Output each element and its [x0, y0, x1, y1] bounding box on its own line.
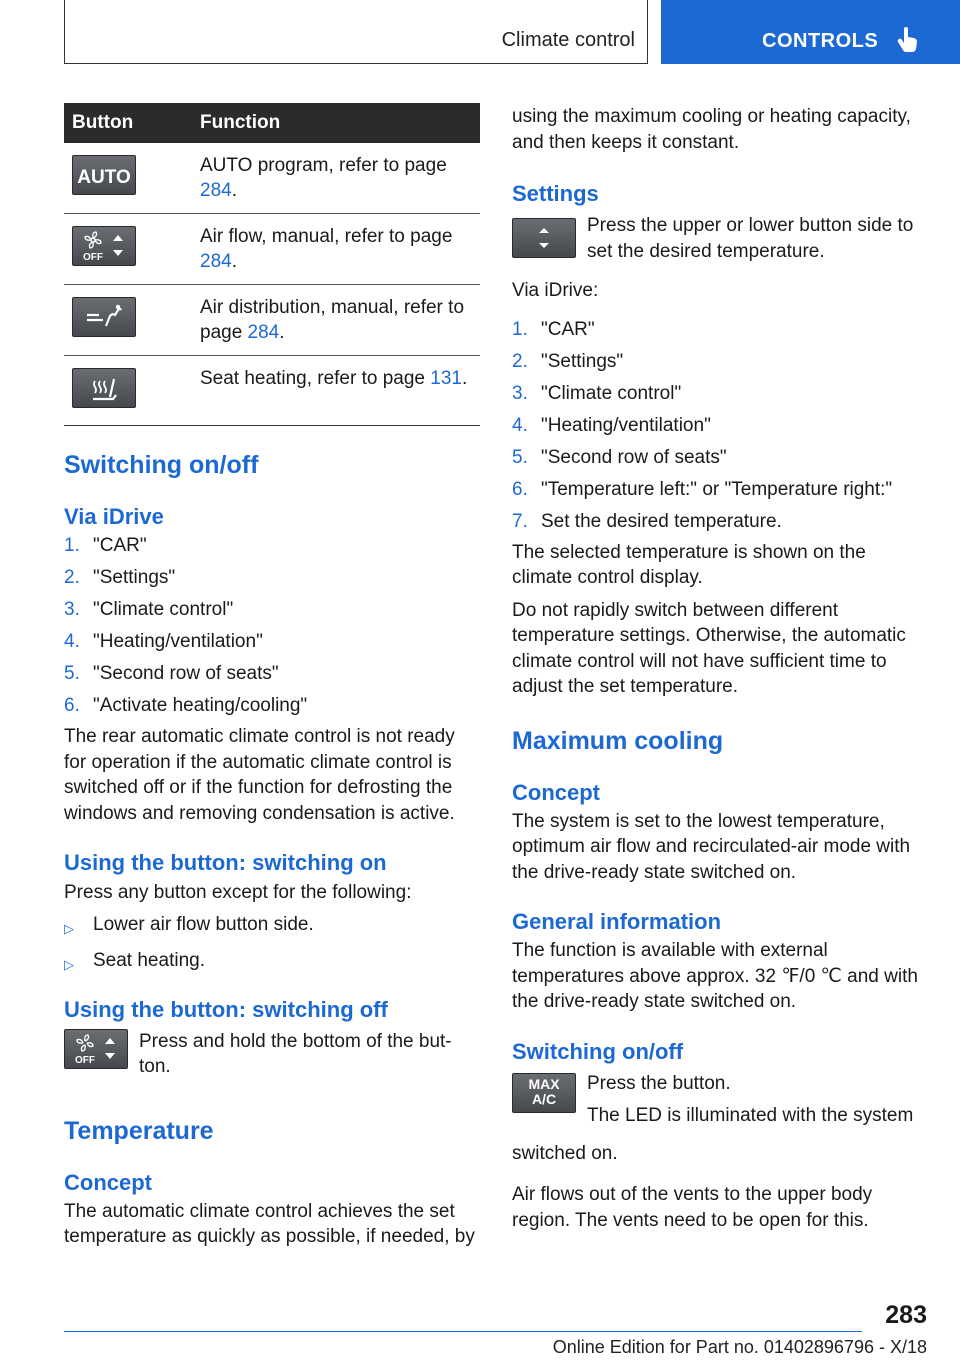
idrive-steps-list [64, 533, 480, 719]
heading-button-switching-on: Using the button: switching on [64, 850, 387, 875]
list-item: 4. "Heating/ventilation" [512, 414, 711, 436]
air-distribution-button-icon [72, 297, 136, 337]
heading-maximum-cooling: Maximum cooling [512, 726, 724, 755]
right-column [512, 104, 928, 1233]
paragraph-rapid-switch: Do not rapidly switch between different temperature settings. Otherwise, the automatic climate control will not have sufficient time to adjust the set temperature. [512, 599, 906, 697]
heading-concept: Concept [512, 779, 600, 805]
svg-text:OFF: OFF [83, 252, 103, 263]
list-item: 2. "Settings" [64, 567, 176, 588]
heading-switching-on-off-max: Switching on/off [512, 1038, 684, 1064]
paragraph-max-concept: The system is set to the lowest temperature, optimum air flow and recirculated-air mode with the drive-ready state switched on. [512, 810, 911, 883]
table-row [64, 143, 480, 214]
table-cell-function: Air flow, manual, refer to page 284. [190, 214, 480, 285]
page-header [0, 0, 960, 66]
heading-switching-on-off: Switching on/off [64, 451, 259, 479]
paragraph-temp-shown: The selected temperature is shown on the climate control display. [512, 541, 866, 588]
fan-off-button-icon [64, 1029, 128, 1069]
heading-button-switching-off: Using the button: switching off [64, 996, 388, 1022]
settings-steps-list [512, 317, 928, 535]
tab-controls[interactable] [661, 0, 960, 64]
auto-button-icon: AUTO [72, 155, 136, 195]
paragraph-rear-climate: The rear automatic climate control is not ready for operation if the automatic climate control is switched off or if the function for defrosting the windows and removing condensation is active. [64, 726, 455, 824]
list-item: 5. "Second row of seats" [512, 446, 727, 468]
header-section-title: Climate control [501, 29, 635, 51]
table-row [64, 356, 480, 426]
paragraph-via-idrive: Via iDrive: [512, 280, 599, 301]
page-ref-link[interactable]: 284 [200, 180, 232, 201]
paragraph-updown: Press the upper or lower button side to set the desired temperature. [587, 215, 914, 262]
paragraph-hold-line2: ton. [139, 1056, 171, 1077]
max-ac-button-icon: MAX A/C [512, 1073, 576, 1113]
list-item: 1. "CAR" [64, 535, 147, 556]
left-column [64, 103, 480, 1250]
table-header-button: Button [64, 103, 190, 143]
paragraph-led: The LED is illuminated with the system [587, 1105, 914, 1126]
paragraph-temp-concept: The automatic climate control achieves the set temperature as quickly as possible, if needed, by [64, 1200, 475, 1247]
table-row [64, 285, 480, 356]
list-item: 6. "Activate heating/cooling" [64, 695, 308, 716]
list-item: 7. Set the desired temperature. [512, 510, 782, 532]
list-item: 2. "Settings" [512, 350, 624, 372]
heading-general-info: General information [512, 909, 722, 934]
seat-heating-button-icon [72, 368, 136, 408]
switch-off-block [64, 1029, 480, 1080]
list-item: ▷ Lower air flow button side. [64, 913, 314, 936]
paragraph-air-flows: Air flows out of the vents to the upper body region. The vents need to be open for this. [512, 1184, 873, 1231]
table-cell-function: AUTO program, refer to page 284. [190, 143, 480, 214]
table-cell-function: Air distribution, manual, refer to page 284. [190, 285, 480, 356]
list-item: 5. "Second row of seats" [64, 663, 279, 684]
temperature-updown-button-icon [512, 218, 576, 258]
maxac-block [512, 1071, 928, 1141]
page-ref-link[interactable]: 131 [430, 368, 462, 389]
list-item: 6. "Temperature left:" or "Temperature right:" [512, 478, 893, 500]
list-item: ▷ Seat heating. [64, 949, 205, 972]
heading-temperature: Temperature [64, 1116, 214, 1145]
heading-via-idrive: Via iDrive [64, 504, 164, 529]
paragraph-led-full: switched on. [512, 1142, 618, 1164]
page-ref-link[interactable]: 284 [200, 251, 232, 272]
list-item: 3. "Climate control" [512, 382, 682, 404]
tab-controls-label: CONTROLS [762, 30, 879, 52]
button-function-table [64, 103, 480, 426]
exceptions-list [64, 912, 480, 977]
table-row [64, 214, 480, 285]
footer-divider [64, 1331, 862, 1332]
list-item: 3. "Climate control" [64, 599, 234, 620]
table-header-function: Function [190, 103, 480, 143]
heading-concept: Concept [64, 1169, 152, 1195]
table-cell-function: Seat heating, refer to page 131. [190, 356, 480, 426]
settings-block [512, 213, 928, 264]
fan-off-button-icon [72, 226, 136, 266]
paragraph-press-any: Press any button except for the following: [64, 882, 412, 903]
pointing-hand-icon [897, 26, 919, 52]
footer-edition: Online Edition for Part no. 01402896796 - X/18 [552, 1337, 927, 1357]
heading-settings: Settings [512, 181, 599, 206]
page-number: 283 [885, 1301, 927, 1329]
paragraph-general-info: The function is available with external temperatures above approx. 32 ℉/0 ℃ and with the drive-ready state switched on. [512, 940, 918, 1012]
svg-text:OFF: OFF [75, 1054, 95, 1066]
paragraph-press-button: Press the button. [587, 1072, 731, 1094]
paragraph-hold-line1: Press and hold the bottom of the but- [139, 1030, 452, 1052]
page-ref-link[interactable]: 284 [247, 322, 280, 343]
paragraph-continued: using the maximum cooling or heating capacity, and then keeps it constant. [512, 106, 911, 153]
list-item: 1. "CAR" [512, 318, 595, 340]
list-item: 4. "Heating/ventilation" [64, 631, 263, 652]
